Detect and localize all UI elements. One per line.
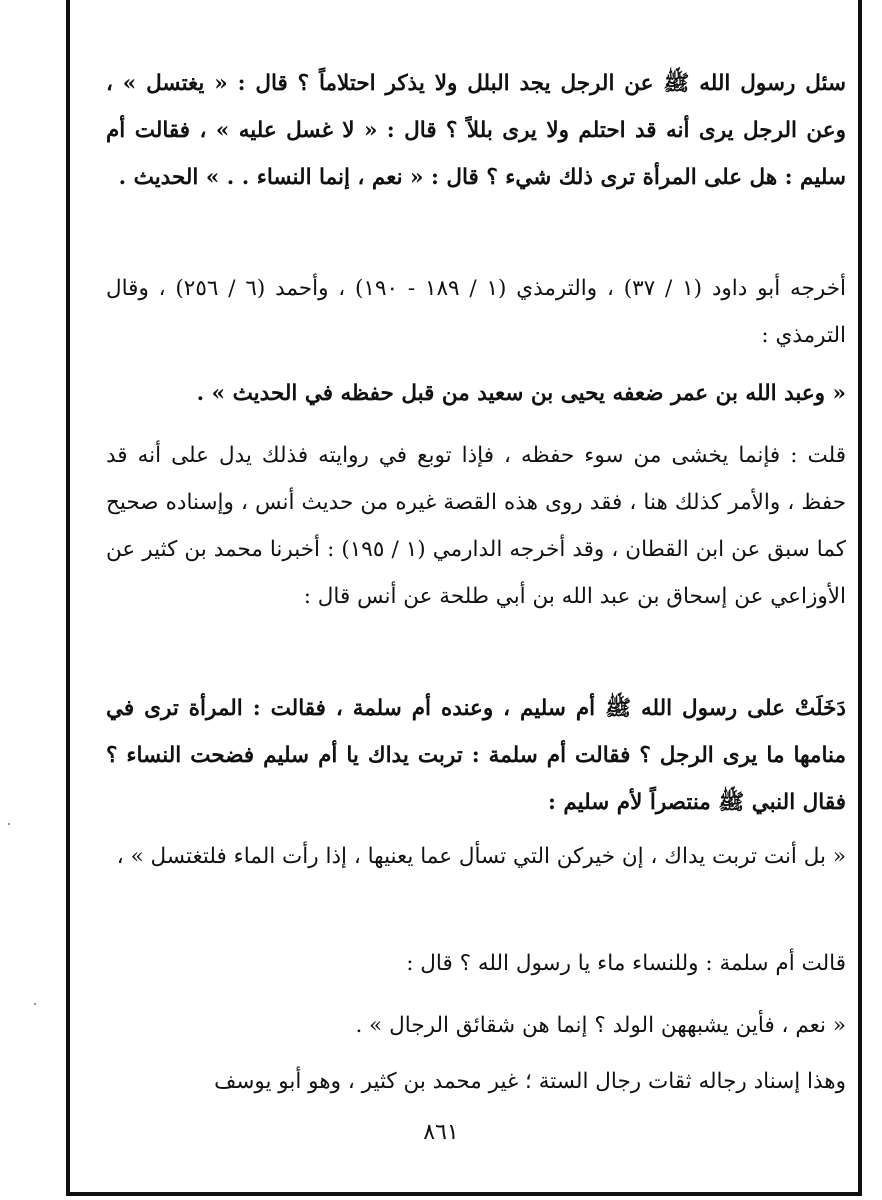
scan-speck (34, 1003, 36, 1005)
isnad-assessment-paragraph: وهذا إسناد رجاله ثقات رجال الستة ؛ غير محمد بن كثير ، وهو أبو يوسف (214, 1069, 846, 1094)
author-comment-paragraph: قلت : فإنما يخشى من سوء حفظه ، فإذا توبع في روايته فذلك يدل على أنه قد حفظ ، والأمر كذلك هنا ، فقد روى هذه القصة غيره من حديث أنس ، وإسناده صحيح كما سبق عن ابن القطان ، وقد أخرجه الدارمي (١ / ١٩٥) : أخبرنا محمد بن كثير عن الأوزاعي عن إسحاق بن عبد الله بن أبي طلحة عن أنس قال : (106, 443, 847, 609)
umm-salama-question: قالت أم سلمة : وللنساء ماء يا رسول الله ؟ قال : (406, 951, 846, 976)
prophet-reply-quote: « بل أنت تربت يداك ، إن خيركن التي تسأل عما يعنيها ، إذا رأت الماء فلتغتسل » ، (116, 844, 846, 869)
umm-sulaym-narration: دَخَلَتْ على رسول الله ﷺ أم سليم ، وعنده أم سلمة ، فقالت : المرأة ترى في منامها ما يرى الرجل ؟ فقالت أم سلمة : تربت يداك يا أم سليم فضحت النساء ؟ فقال النبي ﷺ منتصراً لأم سليم : (106, 696, 846, 815)
tirmidhi-quote: « وعبد الله بن عمر ضعفه يحيى بن سعيد من قبل حفظه في الحديث » . (196, 381, 846, 406)
takhrij-paragraph: أخرجه أبو داود (١ / ٣٧) ، والترمذي (١ / ١٨٩ - ١٩٠) ، وأحمد (٦ / ٢٥٦) ، وقال الترمذي : (106, 276, 846, 348)
prophet-answer-quote: « نعم ، فأين يشبههن الولد ؟ إنما هن شقائق الرجال » . (355, 1013, 846, 1038)
hadith-question-paragraph: سئل رسول الله ﷺ عن الرجل يجد البلل ولا يذكر احتلاماً ؟ قال : « يغتسل » ، وعن الرجل يرى أنه قد احتلم ولا يرى بللاً ؟ قال : « لا غسل عليه » ، فقالت أم سليم : هل على المرأة ترى ذلك شيء ؟ قال : « نعم ، إنما النساء . . » الحديث . (106, 71, 846, 190)
page-number: ٨٦١ (423, 1120, 459, 1145)
scan-speck (8, 823, 10, 825)
